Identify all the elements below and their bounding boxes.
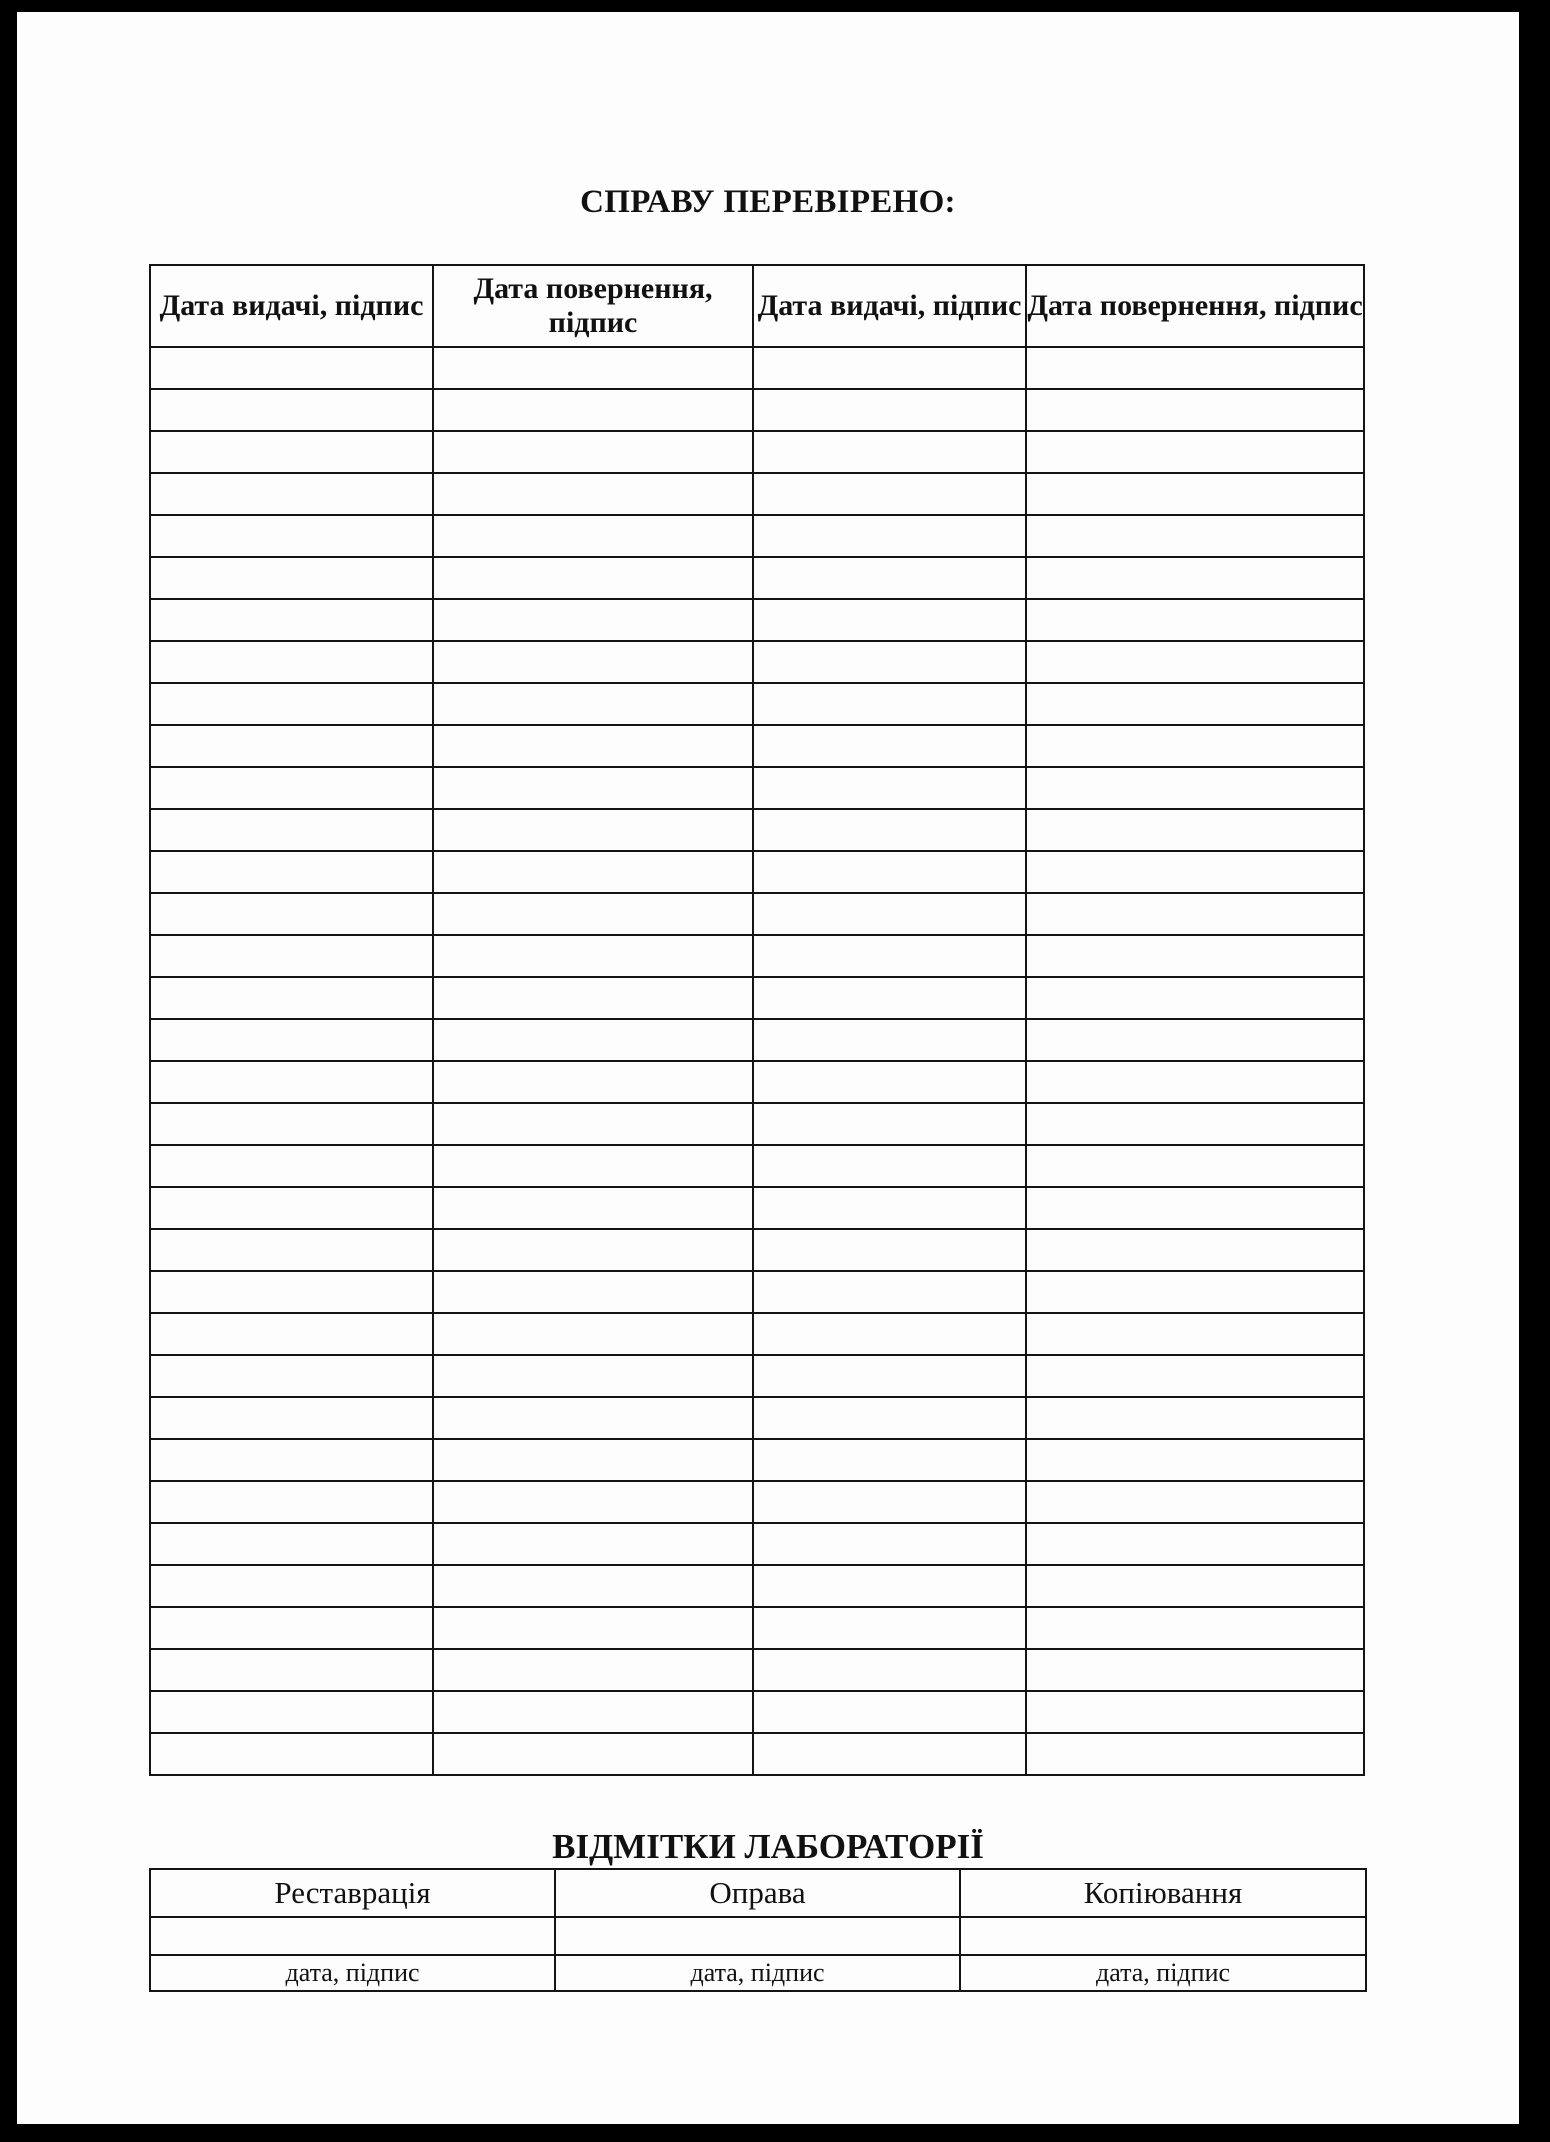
table-cell	[1026, 347, 1364, 389]
table-row	[150, 1397, 1364, 1439]
table-cell	[753, 1481, 1026, 1523]
table-row	[150, 1103, 1364, 1145]
table-row	[150, 347, 1364, 389]
table-row	[150, 1481, 1364, 1523]
table-cell	[433, 1691, 753, 1733]
table-cell	[753, 1607, 1026, 1649]
table-cell	[1026, 1187, 1364, 1229]
table-cell	[150, 1523, 433, 1565]
table-row	[150, 1607, 1364, 1649]
check-log-table	[149, 264, 1365, 1776]
table-cell	[1026, 431, 1364, 473]
table-cell	[1026, 767, 1364, 809]
table-cell	[433, 1607, 753, 1649]
table-cell	[1026, 1523, 1364, 1565]
table-cell	[433, 1439, 753, 1481]
table-cell	[150, 1439, 433, 1481]
table-cell	[1026, 1397, 1364, 1439]
lab-marks-table	[149, 1868, 1367, 1992]
table-row	[150, 431, 1364, 473]
table-cell	[753, 1691, 1026, 1733]
table-cell	[150, 935, 433, 977]
table-cell	[753, 1229, 1026, 1271]
table-cell	[433, 473, 753, 515]
table-cell	[433, 725, 753, 767]
lab-header-restoration: Реставрація	[150, 1869, 555, 1917]
table-cell	[150, 1733, 433, 1775]
table-cell	[1026, 1145, 1364, 1187]
table-cell	[150, 725, 433, 767]
table-cell	[1026, 557, 1364, 599]
table-cell	[150, 977, 433, 1019]
table-cell	[753, 725, 1026, 767]
table-cell	[433, 389, 753, 431]
column-header-issue-date: Дата видачі, підпис	[150, 265, 433, 347]
table-cell	[150, 389, 433, 431]
table-cell	[753, 389, 1026, 431]
table-cell	[1026, 1439, 1364, 1481]
table-cell	[1026, 1229, 1364, 1271]
table-cell	[1026, 1649, 1364, 1691]
table-row	[150, 893, 1364, 935]
table-cell	[1026, 1481, 1364, 1523]
table-cell	[150, 599, 433, 641]
table-row	[150, 1145, 1364, 1187]
table-cell	[150, 641, 433, 683]
table-cell	[1026, 977, 1364, 1019]
table-cell	[1026, 725, 1364, 767]
lab-blank-row	[150, 1917, 1366, 1955]
table-row	[150, 515, 1364, 557]
lab-section-title: ВІДМІТКИ ЛАБОРАТОРІЇ	[552, 1827, 984, 1866]
table-cell	[150, 1397, 433, 1439]
table-cell	[150, 1103, 433, 1145]
table-cell	[433, 347, 753, 389]
table-cell	[753, 1397, 1026, 1439]
table-cell	[753, 431, 1026, 473]
lab-signature-restoration: дата, підпис	[150, 1955, 555, 1991]
table-cell	[1026, 809, 1364, 851]
table-cell	[150, 1565, 433, 1607]
table-row	[150, 725, 1364, 767]
table-cell	[150, 1019, 433, 1061]
table-row	[150, 1649, 1364, 1691]
table-cell	[1026, 1733, 1364, 1775]
table-cell	[753, 473, 1026, 515]
table-row	[150, 1355, 1364, 1397]
table-cell	[433, 1019, 753, 1061]
table-row	[150, 767, 1364, 809]
table-cell	[433, 599, 753, 641]
table-cell	[433, 1103, 753, 1145]
table-cell	[433, 1061, 753, 1103]
table-row	[150, 1439, 1364, 1481]
table-cell	[753, 1187, 1026, 1229]
table-cell	[150, 851, 433, 893]
table-cell	[433, 935, 753, 977]
check-log-body	[150, 347, 1364, 1775]
table-row	[150, 599, 1364, 641]
table-row	[150, 977, 1364, 1019]
table-cell	[150, 431, 433, 473]
table-cell	[150, 347, 433, 389]
table-row	[150, 389, 1364, 431]
table-cell	[433, 767, 753, 809]
table-cell	[1026, 515, 1364, 557]
table-cell	[753, 1649, 1026, 1691]
table-row	[150, 683, 1364, 725]
table-cell	[150, 809, 433, 851]
column-header-return-date-2: Дата повернення, підпис	[1026, 265, 1364, 347]
table-cell	[433, 1733, 753, 1775]
table-cell	[753, 893, 1026, 935]
table-cell	[753, 977, 1026, 1019]
table-cell	[433, 1523, 753, 1565]
table-cell	[1026, 935, 1364, 977]
page-title: СПРАВУ ПЕРЕВІРЕНО:	[580, 184, 956, 220]
column-header-issue-date-2: Дата видачі, підпис	[753, 265, 1026, 347]
table-row	[150, 1019, 1364, 1061]
table-cell	[150, 557, 433, 599]
table-cell	[753, 515, 1026, 557]
table-cell	[753, 809, 1026, 851]
table-cell	[1026, 893, 1364, 935]
table-cell	[433, 809, 753, 851]
table-cell	[1026, 851, 1364, 893]
table-row	[150, 473, 1364, 515]
table-cell	[753, 1019, 1026, 1061]
table-cell	[150, 767, 433, 809]
table-cell	[150, 1313, 433, 1355]
table-cell	[753, 1355, 1026, 1397]
table-cell	[433, 641, 753, 683]
table-cell	[150, 1187, 433, 1229]
table-row	[150, 557, 1364, 599]
table-cell	[753, 1733, 1026, 1775]
table-cell	[753, 1061, 1026, 1103]
table-cell	[150, 1481, 433, 1523]
table-row	[150, 1229, 1364, 1271]
lab-signature-binding: дата, підпис	[555, 1955, 960, 1991]
table-row	[150, 1733, 1364, 1775]
table-cell	[1026, 1271, 1364, 1313]
table-row	[150, 1313, 1364, 1355]
table-cell	[753, 1523, 1026, 1565]
table-cell	[150, 515, 433, 557]
lab-header-copying: Копіювання	[960, 1869, 1366, 1917]
table-cell	[753, 557, 1026, 599]
table-row	[150, 851, 1364, 893]
table-cell	[1026, 1565, 1364, 1607]
table-cell	[1026, 1691, 1364, 1733]
table-cell	[1026, 599, 1364, 641]
table-cell	[433, 683, 753, 725]
table-cell	[433, 851, 753, 893]
table-cell	[150, 1649, 433, 1691]
table-cell	[753, 851, 1026, 893]
table-cell	[753, 1565, 1026, 1607]
table-cell	[1026, 1313, 1364, 1355]
table-cell	[433, 1313, 753, 1355]
table-cell	[150, 1061, 433, 1103]
table-cell	[1026, 1607, 1364, 1649]
table-cell	[433, 1565, 753, 1607]
table-cell	[150, 683, 433, 725]
table-cell	[753, 683, 1026, 725]
table-cell	[1026, 1061, 1364, 1103]
table-cell	[753, 347, 1026, 389]
table-row	[150, 1271, 1364, 1313]
table-row	[150, 1187, 1364, 1229]
table-cell	[1026, 683, 1364, 725]
table-cell	[433, 1229, 753, 1271]
table-row	[150, 1691, 1364, 1733]
table-cell	[753, 935, 1026, 977]
lab-cell-binding	[555, 1917, 960, 1955]
table-cell	[150, 1355, 433, 1397]
table-cell	[1026, 641, 1364, 683]
table-cell	[433, 431, 753, 473]
check-log-header-row	[150, 265, 1364, 347]
lab-signature-copying: дата, підпис	[960, 1955, 1366, 1991]
table-cell	[150, 1271, 433, 1313]
table-row	[150, 1565, 1364, 1607]
lab-header-row	[150, 1869, 1366, 1917]
table-cell	[433, 515, 753, 557]
table-cell	[433, 1355, 753, 1397]
table-cell	[150, 1691, 433, 1733]
table-cell	[433, 1481, 753, 1523]
table-cell	[433, 1649, 753, 1691]
table-cell	[433, 893, 753, 935]
table-row	[150, 1061, 1364, 1103]
table-cell	[150, 893, 433, 935]
table-cell	[753, 1145, 1026, 1187]
table-cell	[753, 1439, 1026, 1481]
table-cell	[753, 599, 1026, 641]
table-cell	[1026, 1355, 1364, 1397]
table-row	[150, 809, 1364, 851]
table-cell	[150, 1145, 433, 1187]
table-cell	[753, 641, 1026, 683]
table-cell	[1026, 389, 1364, 431]
table-cell	[1026, 1103, 1364, 1145]
lab-cell-restoration	[150, 1917, 555, 1955]
table-cell	[753, 1271, 1026, 1313]
table-cell	[753, 767, 1026, 809]
lab-signature-row	[150, 1955, 1366, 1991]
table-row	[150, 935, 1364, 977]
table-cell	[433, 1397, 753, 1439]
table-cell	[753, 1313, 1026, 1355]
table-cell	[433, 1271, 753, 1313]
table-cell	[1026, 1019, 1364, 1061]
table-cell	[150, 1607, 433, 1649]
column-header-return-date: Дата повернення, підпис	[433, 265, 753, 347]
table-cell	[150, 1229, 433, 1271]
table-row	[150, 1523, 1364, 1565]
table-cell	[433, 977, 753, 1019]
table-cell	[433, 1145, 753, 1187]
table-cell	[433, 1187, 753, 1229]
lab-header-binding: Оправа	[555, 1869, 960, 1917]
lab-cell-copying	[960, 1917, 1366, 1955]
table-cell	[753, 1103, 1026, 1145]
document-page	[17, 12, 1519, 2124]
table-cell	[150, 473, 433, 515]
table-cell	[433, 557, 753, 599]
table-row	[150, 641, 1364, 683]
table-cell	[1026, 473, 1364, 515]
